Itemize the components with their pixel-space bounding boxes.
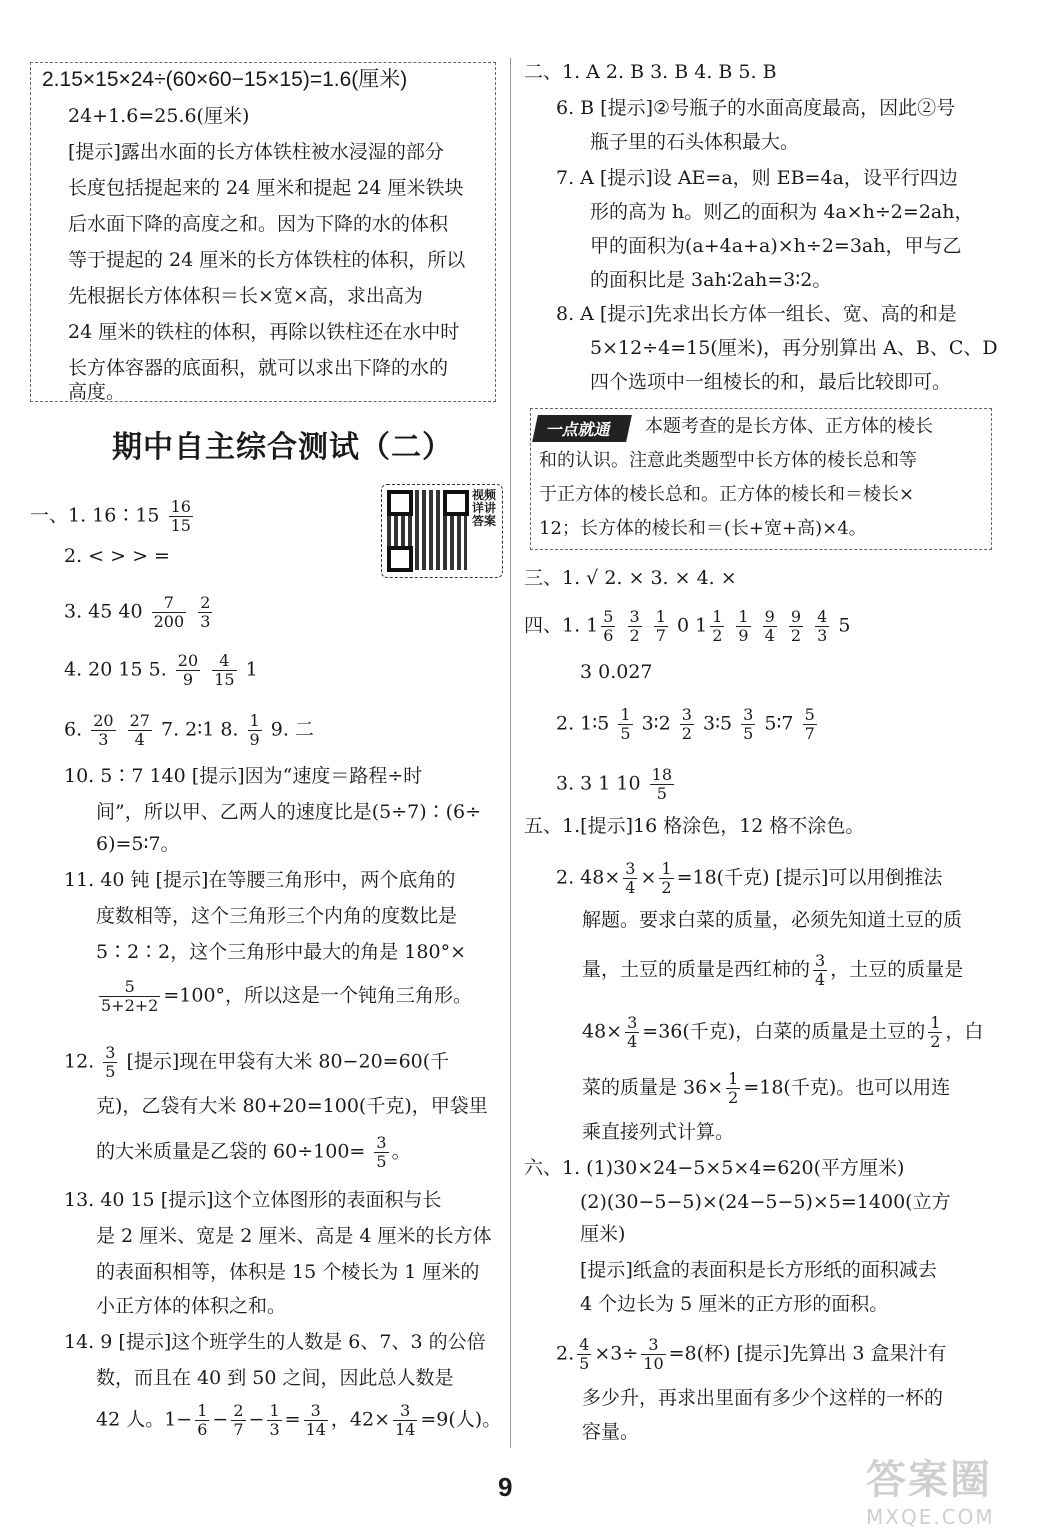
answer-1-14-c: 42 人。1− $\frac{1}{6}$ − $\frac{2}{7}$ − $\frac{1}{3}$ = $\frac{3}{14}$ ，42× $\frac{3}{14}$ =9(人)。 (96, 1401, 502, 1439)
answer-6-1-e: 4 个边长为 5 厘米的正方形的面积。 (580, 1293, 889, 1315)
answer-4-1-b: 3 0.027 (580, 661, 653, 683)
box-line-7: 先根据长方体体积＝长×宽×高，求出高为 (68, 285, 423, 307)
answer-2-7-c: 甲的面积为(a+4a+a)×h÷2=3ah，甲与乙 (590, 235, 962, 257)
answer-1-10: 10. 5∶7 140 [提示]因为“速度＝路程÷时 (64, 765, 423, 787)
tip-line-3: 于正方体的棱长总和。正方体的棱长和＝棱长× (539, 484, 915, 505)
answer-1-14-b: 数，而且在 40 到 50 之间，因此总人数是 (96, 1367, 454, 1389)
page-number: 9 (498, 1472, 513, 1502)
box-line-4: 长度包括提起来的 24 厘米和提起 24 厘米铁块 (68, 177, 464, 199)
answer-5-2-f: 乘直接列式计算。 (582, 1121, 735, 1143)
answer-6-2-c: 容量。 (582, 1421, 640, 1443)
answer-1-10-c: 6)=5∶7。 (96, 833, 180, 855)
answer-1-3: 3. 45 40 $\frac{7}{200}$ $\frac{2}{3}$ (64, 593, 211, 631)
answer-1-11-d: $\frac{5}{5+2+2}$ =100°，所以这是一个钝角三角形。 (101, 977, 473, 1015)
answer-1-6: 6. $\frac{20}{3}$ $\frac{27}{4}$ 7. 2∶1 8. $\frac{1}{9}$ 9. 二 (64, 711, 314, 749)
tip-line-4: 12；长方体的棱长和＝(长+宽+高)×4。 (539, 518, 867, 539)
box-line-2: 24+1.6=25.6(厘米) (68, 105, 250, 127)
answer-4-2: 2. 1∶5 $\frac{1}{5}$ 3∶2 $\frac{3}{2}$ 3∶5 $\frac{3}{5}$ 5∶7 $\frac{5}{7}$ (556, 705, 815, 743)
qr-caption: 视频详讲答案 (472, 488, 497, 528)
answer-5-2-b: 解题。要求白菜的质量，必须先知道土豆的质 (582, 909, 963, 931)
answer-2-8-c: 四个选项中一组棱长的和，最后比较即可。 (590, 371, 952, 393)
box-line-10: 高度。 (68, 381, 126, 403)
answer-1-13-c: 的表面积相等，体积是 15 个棱长为 1 厘米的 (96, 1261, 480, 1283)
box-line-5: 后水面下降的高度之和。因为下降的水的体积 (68, 213, 449, 235)
tip-box (530, 408, 992, 550)
section-title: 期中自主综合测试（二） (112, 430, 453, 465)
box-line-9: 长方体容器的底面积，就可以求出下降的水的 (68, 357, 449, 379)
box-line-6: 等于提起的 24 厘米的长方体铁柱的体积，所以 (68, 249, 466, 271)
answer-1-11-c: 5∶2∶2，这个三角形中最大的角是 180°× (96, 941, 466, 963)
answer-5-2-c: 量，土豆的质量是西红柿的 $\frac{3}{4}$ ，土豆的质量是 (582, 951, 964, 989)
qr-code-panel[interactable] (381, 484, 503, 578)
answer-1-2: 2. < > > = (64, 545, 170, 567)
answer-1-12-b: 克)，乙袋有大米 80+20=100(千克)，甲袋里 (96, 1095, 488, 1117)
answer-6-1: 六、1. (1)30×24−5×5×4=620(平方厘米) (524, 1157, 905, 1179)
answer-2-8-b: 5×12÷4=15(厘米)，再分别算出 A、B、C、D (590, 337, 998, 359)
answer-1-1: 一、1. 16∶15 $\frac{16}{15}$ (30, 497, 191, 535)
answer-1-13-b: 是 2 厘米、宽是 2 厘米、高是 4 厘米的长方体 (96, 1225, 492, 1247)
answer-3: 三、1. √ 2. × 3. × 4. × (524, 567, 737, 589)
answer-2-8: 8. A [提示]先求出长方体一组长、宽、高的和是 (556, 303, 957, 325)
tip-line-2: 和的认识。注意此类题型中长方体的棱长总和等 (539, 450, 917, 471)
answer-1-13: 13. 40 15 [提示]这个立体图形的表面积与长 (64, 1189, 442, 1211)
answer-1-14: 14. 9 [提示]这个班学生的人数是 6、7、3 的公倍 (64, 1331, 486, 1353)
answer-2-1-5: 二、1. A 2. B 3. B 4. B 5. B (524, 61, 777, 83)
answer-5-2-e: 菜的质量是 36× $\frac{1}{2}$ =18(千克)。也可以用连 (582, 1069, 951, 1107)
answer-1-10-b: 间”，所以甲、乙两人的速度比是(5÷7)∶(6÷ (96, 801, 482, 823)
answer-4-3: 3. 3 1 10 $\frac{18}{5}$ (556, 765, 673, 803)
answer-6-2: 2. $\frac{4}{5}$ ×3÷ $\frac{3}{10}$ =8(杯) [提示]先算出 3 盒果汁有 (556, 1335, 947, 1373)
watermark-logo: 答案圈 MXQE.COM (866, 1457, 995, 1529)
answer-1-11-b: 度数相等，这个三角形三个内角的度数比是 (96, 905, 458, 927)
answer-2-6: 6. B [提示]②号瓶子的水面高度最高，因此②号 (556, 97, 956, 119)
answer-6-1-d: [提示]纸盒的表面积是长方形纸的面积减去 (580, 1259, 937, 1281)
answer-1-4: 4. 20 15 5. $\frac{20}{9}$ $\frac{4}{15}$ 1 (64, 651, 258, 689)
answer-6-1-c: 厘米) (580, 1223, 626, 1245)
box-line-1: 2.15×15×24÷(60×60−15×15)=1.6(厘米) (42, 68, 408, 91)
answer-5-1: 五、1.[提示]16 格涂色，12 格不涂色。 (524, 815, 865, 837)
answer-5-2: 2. 48× $\frac{3}{4}$ × $\frac{1}{2}$ =18(千克) [提示]可以用倒推法 (556, 859, 943, 897)
answer-1-11: 11. 40 钝 [提示]在等腰三角形中，两个底角的 (64, 869, 456, 891)
answer-4-1: 四、1. 1 $\frac{5}{6}$ $\frac{3}{2}$ $\frac{1}{7}$ 0 1 $\frac{1}{2}$ $\frac{1}{9}$ $\frac{9}{4}$ $\frac{9}{2}$ $\frac{4}{3}$ 5 (524, 607, 851, 645)
answer-6-1-b: (2)(30−5−5)×(24−5−5)×5=1400(立方 (580, 1191, 951, 1213)
answer-2-7: 7. A [提示]设 AE=a，则 EB=4a，设平行四边 (556, 167, 958, 189)
tip-line-1: 本题考查的是长方体、正方体的棱长 (645, 416, 933, 437)
answer-2-7-d: 的面积比是 3ah∶2ah=3∶2。 (590, 269, 832, 291)
answer-2-7-b: 形的高为 h。则乙的面积为 4a×h÷2=2ah， (590, 201, 974, 223)
box-line-8: 24 厘米的铁柱的体积，再除以铁柱还在水中时 (68, 321, 460, 343)
tip-badge: 一点就通 (532, 415, 632, 442)
box-line-3: [提示]露出水面的长方体铁柱被水浸湿的部分 (68, 141, 444, 163)
answer-2-6-b: 瓶子里的石头体积最大。 (590, 131, 800, 153)
answer-1-12: 12. $\frac{3}{5}$ [提示]现在甲袋有大米 80−20=60(千 (64, 1043, 450, 1081)
column-divider (510, 58, 511, 1448)
answer-1-12-c: 的大米质量是乙袋的 60÷100= $\frac{3}{5}$ 。 (96, 1133, 411, 1171)
answer-5-2-d: 48× $\frac{3}{4}$ =36(千克)，白菜的质量是土豆的 $\frac{1}{2}$ ，白 (582, 1013, 984, 1051)
answer-1-13-d: 小正方体的体积之和。 (96, 1295, 287, 1317)
answer-6-2-b: 多少升，再求出里面有多少个这样的一杯的 (582, 1387, 944, 1409)
